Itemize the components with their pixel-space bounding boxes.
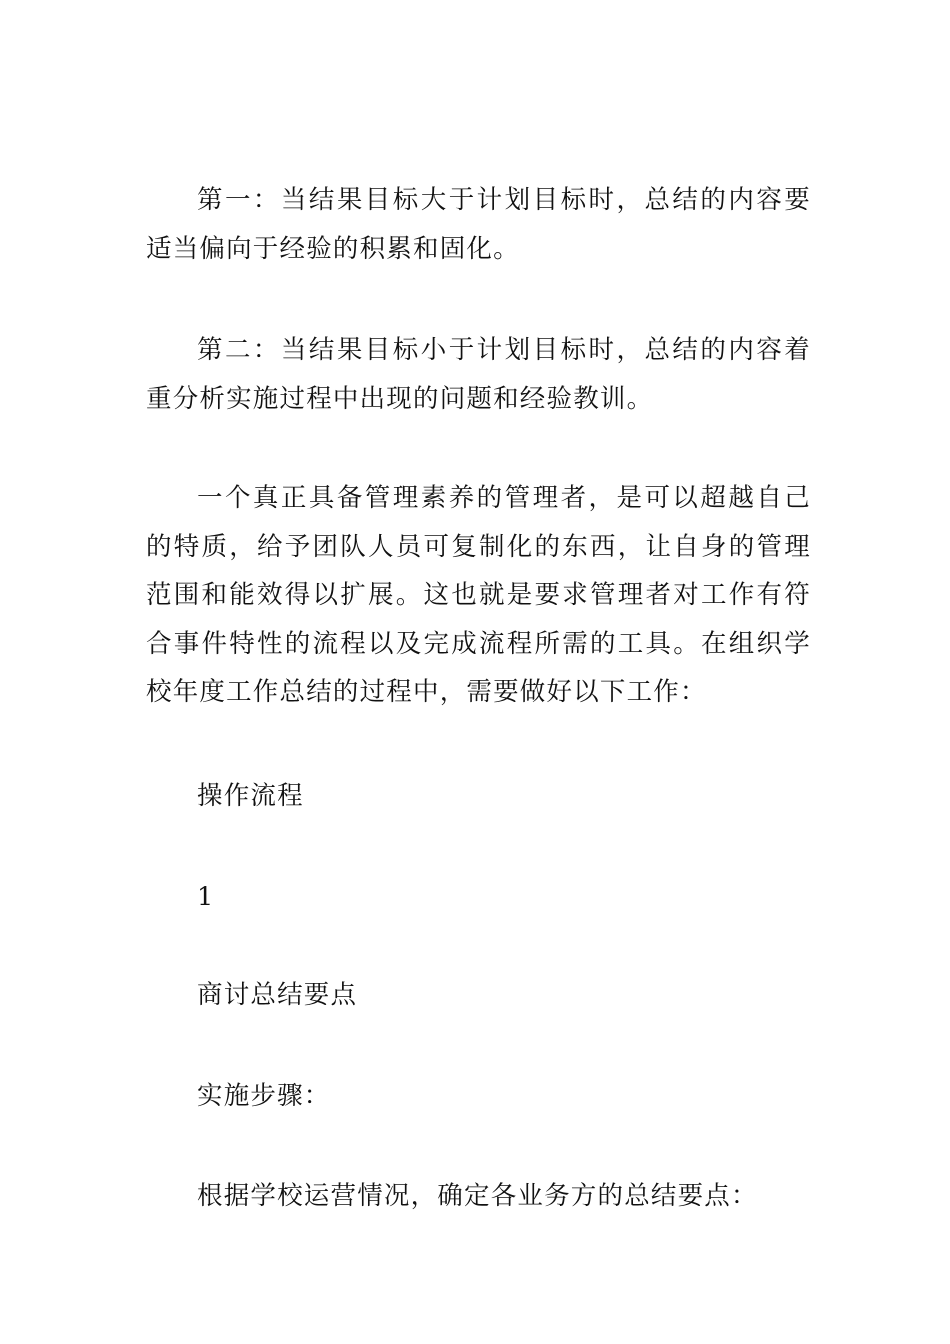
step-number: 1 [197, 882, 215, 912]
paragraph-second-point: 第二：当结果目标小于计划目标时，总结的内容着重分析实施过程中出现的问题和经验教训。 [146, 335, 811, 414]
paragraph-summary-points: 根据学校运营情况，确定各业务方的总结要点： [197, 1181, 758, 1211]
implementation-steps-label: 实施步骤： [197, 1081, 331, 1111]
step-title: 商讨总结要点 [197, 980, 358, 1010]
section-heading-process: 操作流程 [197, 781, 304, 811]
paragraph-manager-work: 一个真正具备管理素养的管理者，是可以超越自己的特质，给予团队人员可复制化的东西，让自身的管理范围和能效得以扩展。这也就是要求管理者对工作有符合事件特性的流程以及完成流程所需的工具。在组织学校年度工作总结的过程中，需要做好以下工作： [146, 483, 811, 707]
paragraph-first-point: 第一：当结果目标大于计划目标时，总结的内容要适当偏向于经验的积累和固化。 [146, 185, 811, 264]
